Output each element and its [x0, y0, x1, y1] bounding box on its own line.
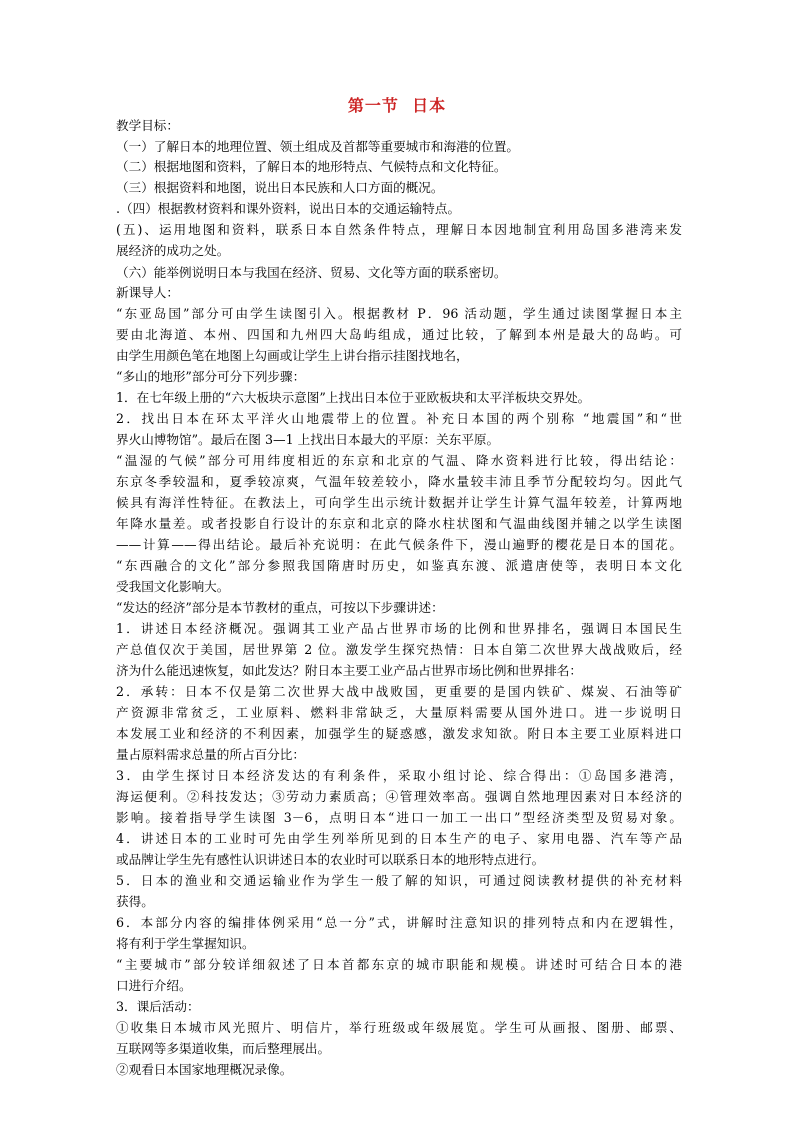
text-line: 本发展工业和经济的不利因素，加强学生的疑惑感，激发求知欲。附日本主要工业原料进口	[116, 726, 682, 741]
text-line: 由学生用颜色笔在地图上勾画或让学生上讲台指示挂图找地名，	[116, 348, 469, 363]
page-title: 第一节 日本	[347, 96, 447, 115]
text-line: （六）能举例说明日本与我国在经济、贸易、文化等方面的联系密切。	[116, 265, 507, 280]
text-line: 量占原料需求总量的所占百分比：	[116, 747, 305, 762]
text-line: 口进行介绍。	[116, 978, 192, 993]
text-line: “东西融合的文化”部分参照我国隋唐时历史，如鉴真东渡、派遣唐使等，表明日本文化	[116, 558, 682, 573]
text-line: 将有利于学生掌握知识。	[116, 936, 255, 951]
text-line: 2．承转：日本不仅是第二次世界大战中战败国，更重要的是国内铁矿、煤炭、石油等矿	[116, 684, 682, 699]
text-line: ——计算——得出结论。最后补充说明：在此气候条件下，漫山遍野的樱花是日本的国花。	[116, 537, 682, 552]
text-line: 6．本部分内容的编排体例采用“总一分”式，讲解时注意知识的排列特点和内在逻辑性，	[116, 915, 682, 930]
text-line: 3．由学生探讨日本经济发达的有利条件，采取小组讨论、综合得出：①岛国多港湾，	[116, 768, 682, 783]
text-line: 年降水量差。或者投影自行设计的东京和北京的降水柱状图和气温曲线图并辅之以学生读图	[116, 516, 682, 531]
text-line: 界火山博物馆”。最后在图 3—1 上找出日本最大的平原：关东平原。	[116, 432, 500, 447]
text-line: 海运便利。②科技发达；③劳动力素质高；④管理效率高。强调自然地理因素对日本经济的	[116, 789, 682, 804]
text-line: “温湿的气候”部分可用纬度相近的东京和北京的气温、降水资料进行比较，得出结论：	[116, 453, 682, 468]
text-line: 要由北海道、本州、四国和九州四大岛屿组成，通过比较，了解到本州是最大的岛屿。可	[116, 327, 682, 342]
text-line: “主要城市”部分较详细叙述了日本首都东京的城市职能和规模。讲述时可结合日本的港	[116, 957, 682, 972]
text-line: .（四）根据教材资料和课外资料，说出日本的交通运输特点。	[116, 201, 461, 216]
text-line: “东亚岛国”部分可由学生读图引入。根据教材 P．96 活动题，学生通过读图掌握日本主	[116, 306, 682, 321]
text-line: ①收集日本城市风光照片、明信片，举行班级或年级展览。学生可从画报、图册、邮票、	[116, 1020, 682, 1035]
text-line: ②观看日本国家地理概况录像。	[116, 1062, 293, 1077]
text-line: 互联网等多渠道收集，而后整理展出。	[116, 1041, 331, 1056]
text-line: 教学目标：	[116, 118, 179, 133]
text-line: 产总值仅次于美国，居世界第 2 位。激发学生探究热情：日本自第二次世界大战战败后，经	[116, 642, 682, 657]
text-line: 影响。接着指导学生读图 3－6，点明日本“进口一加工一出口”型经济类型及贸易对象。	[116, 810, 682, 825]
text-line: 受我国文化影响大。	[116, 579, 230, 594]
text-line: 产资源非常贫乏，工业原料、燃料非常缺乏，大量原料需要从国外进口。进一步说明日	[116, 705, 682, 720]
text-line: “发达的经济”部分是本节教材的重点，可按以下步骤讲述：	[116, 600, 444, 615]
text-line: 济为什么能迅速恢复，如此发达？附日本主要工业产品占世界市场比例和世界排名：	[116, 663, 582, 678]
text-line: （三）根据资料和地图，说出日本民族和人口方面的概况。	[116, 180, 444, 195]
text-line: 获得。	[116, 894, 154, 909]
text-line: 东京冬季较温和，夏季较凉爽，气温年较差较小，降水量较丰沛且季节分配较均匀。因此气	[116, 474, 682, 489]
text-line: 新课导人：	[116, 285, 179, 300]
text-line: 展经济的成功之处。	[116, 243, 230, 258]
text-line: 1．在七年级上册的“六大板块示意图”上找出日本位于亚欧板块和太平洋板块交界处。	[116, 390, 591, 405]
text-line: 候具有海洋性特征。在教法上，可向学生出示统计数据并让学生计算气温年较差，计算两地	[116, 495, 682, 510]
text-line: 4．讲述日本的工业时可先由学生列举所见到的日本生产的电子、家用电器、汽车等产品	[116, 831, 682, 846]
text-line: （二）根据地图和资料，了解日本的地形特点、气候特点和文化特征。	[116, 159, 507, 174]
text-line: (五)、运用地图和资料，联系日本自然条件特点，理解日本因地制宜利用岛国多港湾来发	[116, 222, 682, 237]
text-line: （一）了解日本的地理位置、领土组成及首都等重要城市和海港的位置。	[116, 139, 519, 154]
text-line: 5．日本的渔业和交通运输业作为学生一般了解的知识，可通过阅读教材提供的补充材料	[116, 873, 682, 888]
text-line: “多山的地形”部分可分下列步骤：	[116, 369, 306, 384]
text-line: 或品牌让学生先有感性认识讲述日本的农业时可以联系日本的地形特点进行。	[116, 852, 545, 867]
text-line: 3．课后活动：	[116, 999, 200, 1014]
text-line: 2．找出日本在环太平洋火山地震带上的位置。补充日本国的两个别称 “地震国”和“世	[116, 411, 682, 426]
text-line: 1．讲述日本经济概况。强调其工业产品占世界市场的比例和世界排名，强调日本国民生	[116, 621, 682, 636]
